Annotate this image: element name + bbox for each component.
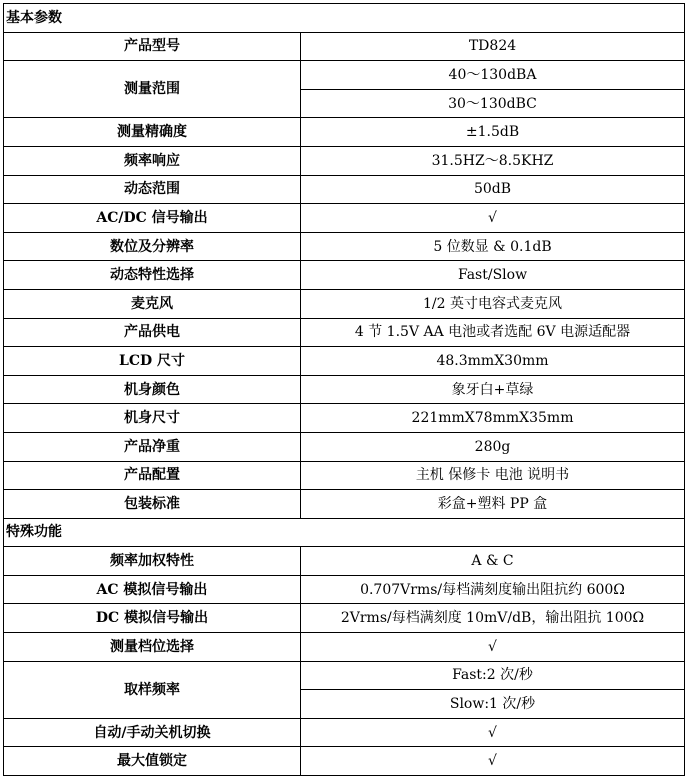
table-row	[4, 118, 685, 147]
param-value: 40～130dBA	[301, 61, 685, 90]
param-value: 4 节 1.5V AA 电池或者选配 6V 电源适配器	[301, 318, 685, 347]
table-row	[4, 347, 685, 376]
param-label: 包装标准	[4, 490, 301, 519]
param-label: 产品型号	[4, 32, 301, 61]
param-value: 彩盒+塑料 PP 盒	[301, 490, 685, 519]
param-value: √	[301, 204, 685, 233]
table-row	[4, 289, 685, 318]
param-value: √	[301, 718, 685, 747]
param-value: 50dB	[301, 175, 685, 204]
param-value: √	[301, 747, 685, 776]
param-value: 31.5HZ～8.5KHZ	[301, 146, 685, 175]
param-label: 频率响应	[4, 146, 301, 175]
param-label: 产品供电	[4, 318, 301, 347]
table-row	[4, 61, 685, 90]
param-label: 最大值锁定	[4, 747, 301, 776]
table-row	[4, 432, 685, 461]
section-title: 基本参数	[4, 4, 685, 33]
param-label: 机身尺寸	[4, 404, 301, 433]
table-row	[4, 604, 685, 633]
table-row	[4, 261, 685, 290]
param-value: 1/2 英寸电容式麦克风	[301, 289, 685, 318]
param-label: DC 模拟信号输出	[4, 604, 301, 633]
param-label: LCD 尺寸	[4, 347, 301, 376]
param-value: √	[301, 633, 685, 662]
param-value: Slow:1 次/秒	[301, 690, 685, 719]
param-value: 5 位数显 & 0.1dB	[301, 232, 685, 261]
param-value: 象牙白+草绿	[301, 375, 685, 404]
param-label: 测量档位选择	[4, 633, 301, 662]
param-value: TD824	[301, 32, 685, 61]
table-row	[4, 575, 685, 604]
param-label: 机身颜色	[4, 375, 301, 404]
table-row	[4, 404, 685, 433]
table-row	[4, 547, 685, 576]
table-row	[4, 375, 685, 404]
table-row	[4, 461, 685, 490]
section-header-row	[4, 518, 685, 547]
param-value: 30～130dBC	[301, 89, 685, 118]
table-row	[4, 32, 685, 61]
spec-table	[3, 3, 685, 776]
param-label: 动态范围	[4, 175, 301, 204]
param-value: 221mmX78mmX35mm	[301, 404, 685, 433]
param-value: ±1.5dB	[301, 118, 685, 147]
param-value: 0.707Vrms/每档满刻度输出阻抗约 600Ω	[301, 575, 685, 604]
param-value: Fast:2 次/秒	[301, 661, 685, 690]
param-value: 48.3mmX30mm	[301, 347, 685, 376]
param-value: 280g	[301, 432, 685, 461]
table-row	[4, 490, 685, 519]
param-label: 测量范围	[4, 61, 301, 118]
section-header-row	[4, 4, 685, 33]
table-row	[4, 747, 685, 776]
param-value: Fast/Slow	[301, 261, 685, 290]
param-label: 频率加权特性	[4, 547, 301, 576]
table-row	[4, 318, 685, 347]
param-label: 取样频率	[4, 661, 301, 718]
param-label: AC 模拟信号输出	[4, 575, 301, 604]
param-label: 麦克风	[4, 289, 301, 318]
param-label: 测量精确度	[4, 118, 301, 147]
table-row	[4, 204, 685, 233]
param-label: AC/DC 信号输出	[4, 204, 301, 233]
table-row	[4, 175, 685, 204]
spec-table-body	[4, 4, 685, 776]
section-title: 特殊功能	[4, 518, 685, 547]
param-value: 2Vrms/每档满刻度 10mV/dB，输出阻抗 100Ω	[301, 604, 685, 633]
param-label: 动态特性选择	[4, 261, 301, 290]
param-label: 自动/手动关机切换	[4, 718, 301, 747]
table-row	[4, 661, 685, 690]
table-row	[4, 718, 685, 747]
table-row	[4, 633, 685, 662]
param-label: 产品配置	[4, 461, 301, 490]
table-row	[4, 232, 685, 261]
table-row	[4, 146, 685, 175]
param-value: A & C	[301, 547, 685, 576]
param-label: 产品净重	[4, 432, 301, 461]
param-value: 主机 保修卡 电池 说明书	[301, 461, 685, 490]
param-label: 数位及分辨率	[4, 232, 301, 261]
